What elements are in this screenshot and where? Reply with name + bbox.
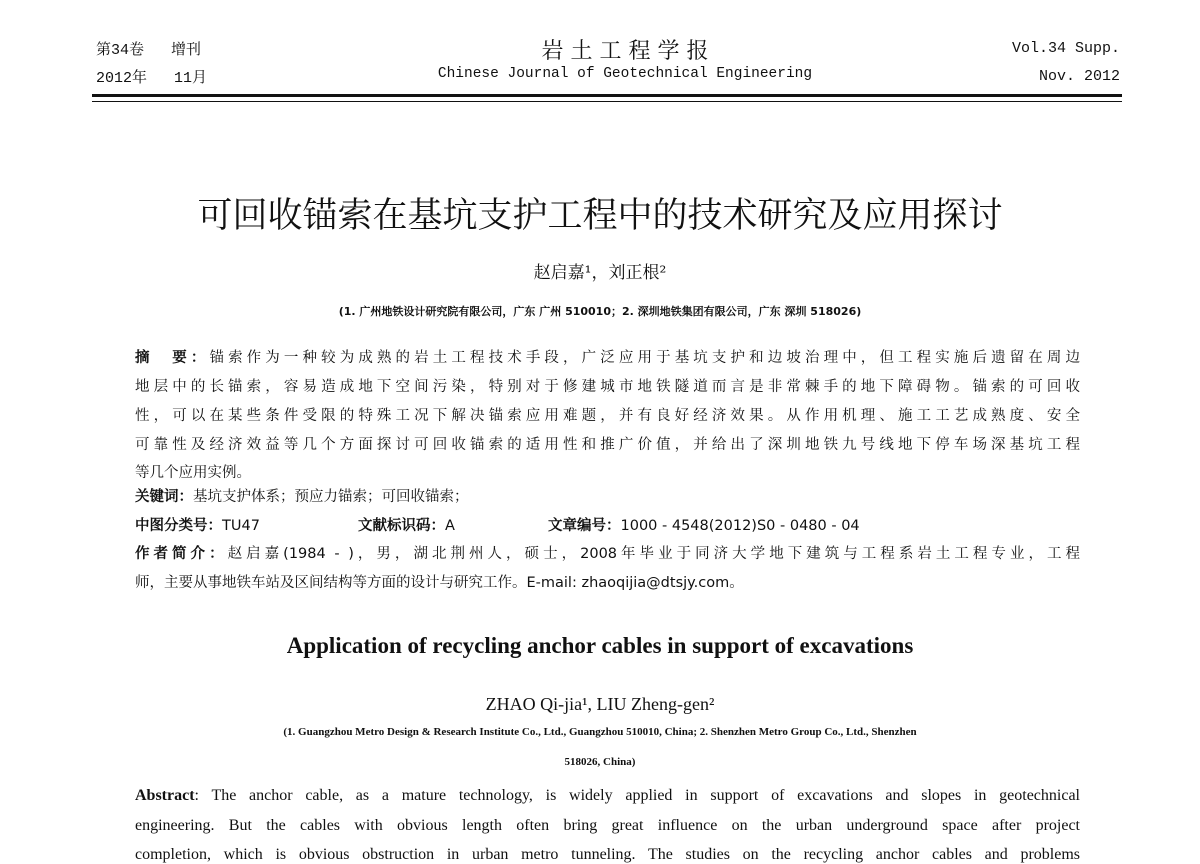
- article-number-label: 文章编号：: [548, 518, 621, 534]
- abstract-text: : The anchor cable, as a mature technology, is widely applied in support of excavations and slopes in geotechnical: [194, 787, 1080, 804]
- keywords-label: 关键词：: [135, 489, 193, 505]
- abstract-en-line: [135, 787, 1080, 805]
- article-number: [548, 514, 860, 535]
- abstract-label-en: Abstract: [135, 787, 195, 804]
- bio-label: 作者简介：: [135, 546, 228, 562]
- header-rule-thick: [92, 94, 1122, 97]
- abstract-text: 锚索作为一种较为成熟的岩土工程技术手段，广泛应用于基坑支护和边坡治理中，但工程实施后遗留在周边: [209, 350, 1081, 366]
- date-en: Nov. 2012: [1038, 68, 1120, 85]
- authors-en: ZHAO Qi-jia¹, LIU Zheng-gen²: [485, 694, 715, 714]
- abstract-cn-line: 性，可以在某些条件受限的特殊工况下解决锚索应用难题，并有良好经济效果。从作用机理、施工工艺成熟度、安全: [135, 408, 1080, 424]
- bio-text: 赵启嘉(1984 - )，男，湖北荆州人，硕士，2008年毕业于同济大学地下建筑与工程系岩土工程专业，工程: [227, 546, 1080, 562]
- paper-title-en: Application of recycling anchor cables in support of excavations: [286, 633, 914, 658]
- bio-line: 师，主要从事地铁车站及区间结构等方面的设计与研究工作。E-mail: zhaoqijia@dtsjy.com。: [135, 575, 744, 591]
- abstract-cn-line: 等几个应用实例。: [135, 465, 251, 481]
- affiliation-en-line: (1. Guangzhou Metro Design & Research Institute Co., Ltd., Guangzhou 510010, China; 2. Shenzhen Metro Group Co., Ltd., Shenzhen: [283, 726, 917, 738]
- authors-cn: 赵启嘉¹，刘正根²: [533, 263, 667, 283]
- keywords-cn: [135, 485, 469, 506]
- clc: [135, 514, 260, 535]
- header-rule-thin: [92, 101, 1122, 102]
- keywords: 基坑支护体系；预应力锚索；可回收锚索；: [193, 489, 469, 505]
- year: 2012年: [96, 70, 148, 87]
- clc-value: TU47: [222, 518, 260, 534]
- month: 11月: [174, 70, 208, 87]
- journal-title-cn: 岩 土 工 程 学 报: [541, 39, 709, 64]
- abstract-cn-line: 地层中的长锚索，容易造成地下空间污染，特别对于修建城市地铁隧道而言是非常棘手的地下障碍物。锚索的可回收: [135, 379, 1080, 395]
- affiliation-en-line: 518026, China): [564, 756, 636, 768]
- paper-title-cn: 可回收锚索在基坑支护工程中的技术研究及应用探讨: [197, 196, 1003, 236]
- abstract-label-cn: 摘 要：: [135, 350, 210, 366]
- doc-code-label: 文献标识码：: [358, 518, 445, 534]
- abstract-en-line: engineering. But the cables with obvious length often bring great influence on the urban underground space after project: [135, 817, 1080, 834]
- abstract-cn-line: 可靠性及经济效益等几个方面探讨可回收锚索的适用性和推广价值，并给出了深圳地铁九号线地下停车场深基坑工程: [135, 437, 1080, 453]
- clc-label: 中图分类号：: [135, 518, 222, 534]
- abstract-en-line: completion, which is obvious obstruction in urban metro tunneling. The studies on the recycling anchor cables and problems: [135, 846, 1080, 863]
- bio-line: [135, 542, 1080, 563]
- issue: 增刊: [171, 42, 202, 59]
- journal-title-en: Chinese Journal of Geotechnical Engineering: [437, 66, 813, 82]
- volume: 第34卷: [96, 42, 145, 59]
- abstract-cn-line: [135, 346, 1080, 367]
- doc-code: [358, 514, 455, 535]
- affiliation-cn: (1. 广州地铁设计研究院有限公司，广东 广州 510010；2. 深圳地铁集团有限公司，广东 深圳 518026): [338, 305, 862, 318]
- volume-en: Vol.34 Supp.: [1011, 40, 1120, 57]
- article-number-value: 1000 - 4548(2012)S0 - 0480 - 04: [620, 518, 860, 534]
- doc-code-value: A: [445, 518, 455, 534]
